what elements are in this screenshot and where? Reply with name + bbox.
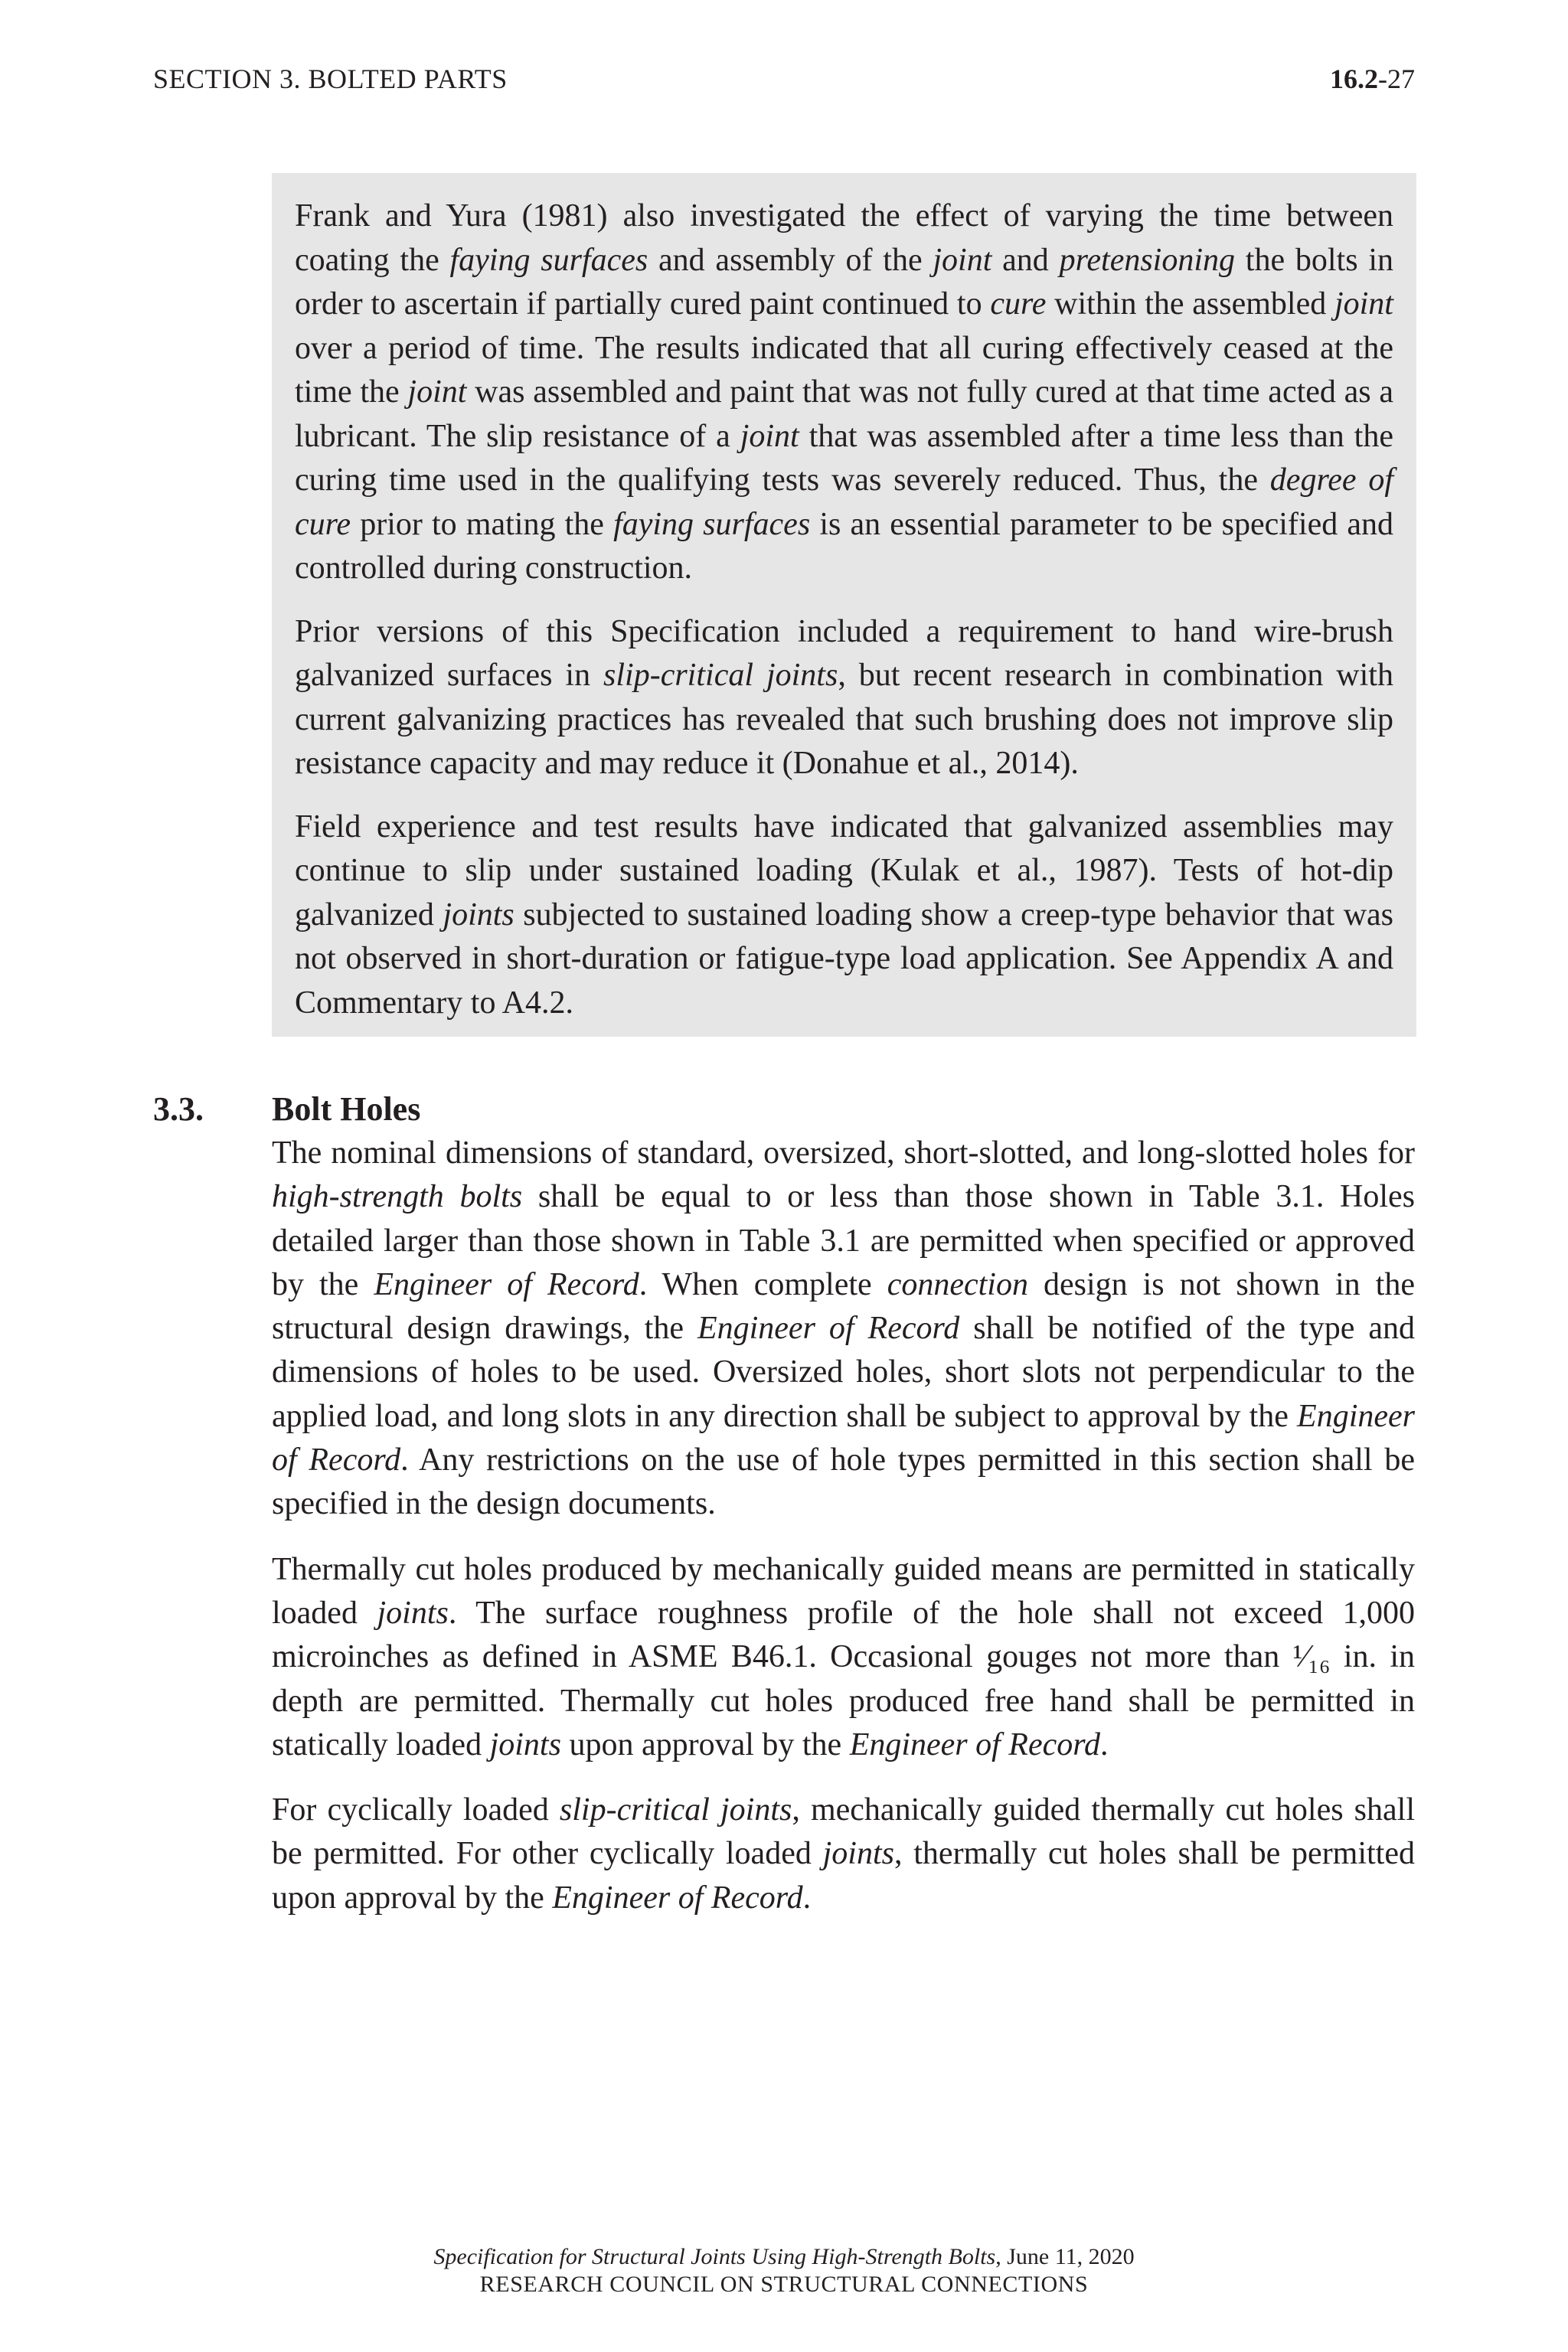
defined-term: Engineer of Record bbox=[849, 1726, 1101, 1762]
defined-term: Engineer of Record bbox=[272, 1398, 1415, 1478]
page-number-part-number: 16.2 bbox=[1330, 64, 1378, 94]
defined-term: joints bbox=[822, 1836, 894, 1872]
section-number: 3.3. bbox=[153, 1090, 204, 1128]
defined-term: Engineer of Record bbox=[697, 1311, 960, 1347]
defined-term: connection bbox=[887, 1266, 1028, 1302]
defined-term: Engineer of Record bbox=[374, 1266, 639, 1302]
defined-term: cure bbox=[990, 286, 1047, 322]
page-number bbox=[1330, 60, 1415, 98]
defined-term: high-strength bolts bbox=[272, 1179, 523, 1215]
defined-term: joint bbox=[1334, 286, 1393, 322]
defined-term: degree of cure bbox=[295, 462, 1393, 542]
defined-term: faying surfaces bbox=[613, 506, 811, 542]
running-header-section-label: SECTION 3. BOLTED PARTS bbox=[153, 64, 508, 94]
defined-term: slip-critical joints bbox=[603, 658, 838, 693]
footer-organization: RESEARCH COUNCIL ON STRUCTURAL CONNECTIONS bbox=[479, 2272, 1089, 2297]
running-header bbox=[153, 60, 1415, 98]
defined-term: Engineer of Record bbox=[552, 1880, 803, 1916]
defined-term: joints bbox=[377, 1595, 449, 1631]
section-title: Bolt Holes bbox=[272, 1090, 421, 1128]
footer-date: , June 11, 2020 bbox=[995, 2244, 1135, 2269]
section-body bbox=[272, 1087, 1415, 1920]
commentary-paragraph: Prior versions of this Specification included a requirement to hand wire-brush galvanized surfaces in slip-critical joints, but recent research in combination with current galvanizing practices has revealed that such brushing does not improve slip resistance capacity and may reduce it (Donahue et al., 2014). bbox=[295, 613, 1393, 781]
section-paragraph: The nominal dimensions of standard, oversized, short-slotted, and long-slotted holes for high-strength bolts shall be equal to or less than those shown in Table 3.1. Holes detailed larger than those shown in Table 3.1 are permitted when specified or approved by the Engineer of Record. When complete connection design is not shown in the structural design drawings, the Engineer of Record shall be notified of the type and dimensions of holes to be used. Oversized holes, short slots not perpendicular to the applied load, and long slots in any direction shall be subject to approval by the Engineer of Record. Any restrictions on the use of hole types permitted in this section shall be specified in the design documents. bbox=[272, 1135, 1415, 1522]
defined-term: joint bbox=[740, 418, 799, 454]
commentary-paragraph: Field experience and test results have indicated that galvanized assemblies may continue to slip under sustained loading (Kulak et al., 1987). Tests of hot-dip galvanized joints subjected to sustained loading show a creep-type behavior that was not observed in short-duration or fatigue-type load application. See Appendix A and Commentary to A4.2. bbox=[295, 808, 1394, 1021]
footer-spec-title: Specification for Structural Joints Using High-Strength Bolts bbox=[433, 2244, 996, 2269]
defined-term: joint bbox=[933, 242, 992, 278]
running-footer bbox=[0, 2243, 1568, 2298]
defined-term: joints bbox=[489, 1726, 561, 1762]
commentary-paragraph: Frank and Yura (1981) also investigated the effect of varying the time between coating the faying surfaces and assembly of the joint and pretensioning the bolts in order to ascertain if partially cured paint continued to cure within the assembled joint over a period of time. The results indicated that all curing effectively ceased at the time the joint was assembled and paint that was not fully cured at that time acted as a lubricant. The slip resistance of a joint that was assembled after a time less than the curing time used in the qualifying tests was severely reduced. Thus, the degree of cure prior to mating the faying surfaces is an essential parameter to be specified and controlled during construction. bbox=[295, 198, 1394, 586]
defined-term: slip-critical joints bbox=[559, 1792, 792, 1828]
footer-citation bbox=[0, 2243, 1568, 2271]
section-paragraph: Thermally cut holes produced by mechanically guided means are permitted in statically loaded joints. The surface roughness profile of the hole shall not exceed 1,000 microinches as defined in ASME B46.1. Occasional gouges not more than ¹⁄₁₆ in. in depth are permitted. Thermally cut holes produced free hand shall be permitted in statically loaded joints upon approval by the Engineer of Record. bbox=[272, 1551, 1416, 1762]
page-number-page: -27 bbox=[1378, 64, 1415, 94]
defined-term: pretensioning bbox=[1059, 242, 1236, 278]
defined-term: joints bbox=[443, 897, 514, 933]
defined-term: joint bbox=[407, 374, 467, 410]
commentary-box bbox=[272, 173, 1416, 1037]
section-paragraph: For cyclically loaded slip-critical joints, mechanically guided thermally cut holes shall be permitted. For other cyclically loaded joints, thermally cut holes shall be permitted upon approval by the Engineer of Record. bbox=[272, 1792, 1416, 1916]
defined-term: faying surfaces bbox=[449, 242, 648, 278]
